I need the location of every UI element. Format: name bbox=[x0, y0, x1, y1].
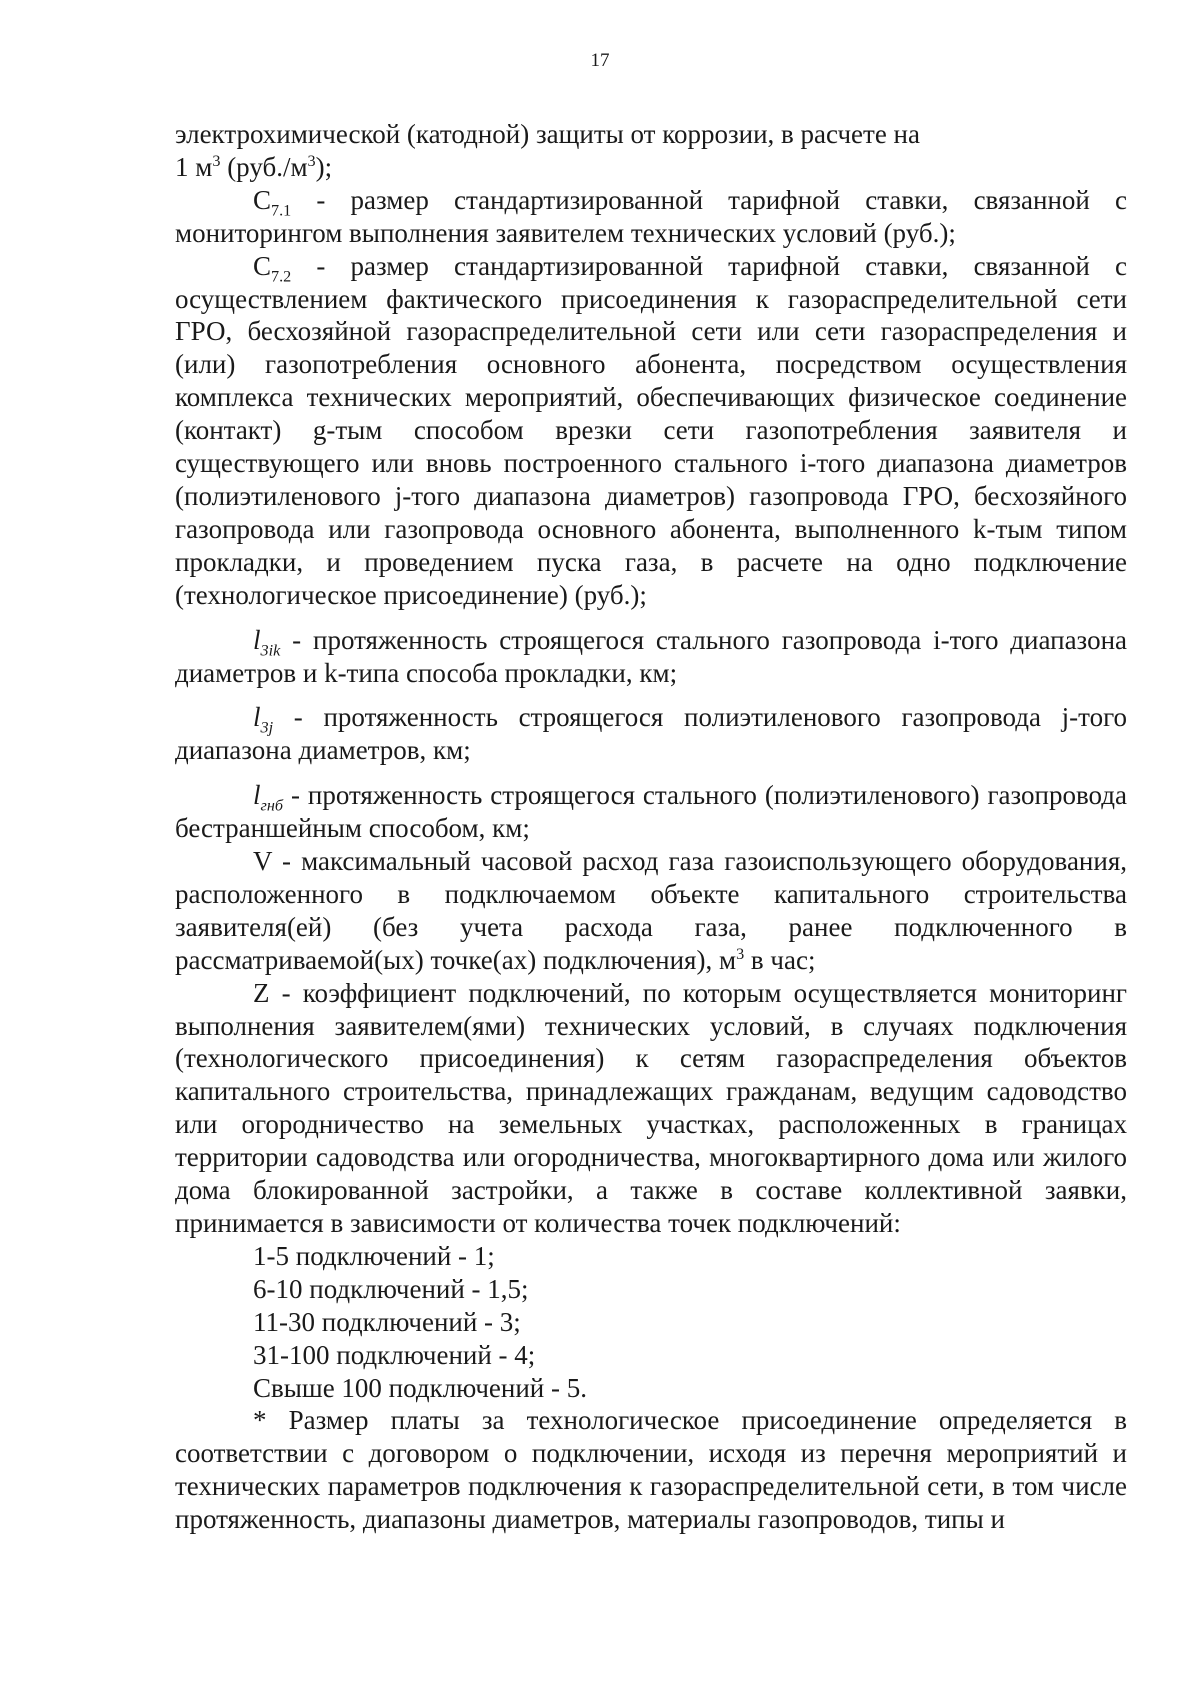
z-text: Z - коэффициент подключений, по которым осуществляется мониторинг выполнения заявителем(ями) технических условий, в случаях подключения (технологического присоединения) к сетям газораспределения объектов капитального строительства, принадлежащих гражданам, ведущим садоводство или огородничество на земельных участках, расположенных в границах территории садоводства или огородничества, многоквартирного дома или жилого дома блокированной застройки, а также в составе коллективной заявки, принимается в зависимости от количества точек подключений: bbox=[175, 977, 1127, 1238]
l3ik-text: - протяженность строящегося стального газопровода i-того диапазона диаметров и k-типа способа прокладки, км; bbox=[175, 624, 1127, 688]
v-text: V - максимальный часовой расход газа газоиспользующего оборудования, расположенного в подключаемом объекте капитального строительства заявителя(ей) (без учета расхода газа, ранее подключенного в рассматриваемой(ых) точке(ах) подключения), м bbox=[175, 846, 1127, 975]
intro-paragraph bbox=[175, 118, 1127, 184]
intro-line2-pre: 1 м bbox=[175, 151, 213, 182]
footnote-paragraph bbox=[175, 1404, 1127, 1536]
v-tail: в час; bbox=[744, 944, 816, 975]
lgnb-paragraph bbox=[175, 779, 1127, 845]
l3ik-paragraph bbox=[175, 624, 1127, 690]
l3ik-symbol: l bbox=[253, 624, 261, 655]
list-item: 1-5 подключений - 1; bbox=[253, 1240, 495, 1271]
l3j-sub: 3j bbox=[260, 718, 274, 737]
document-body bbox=[175, 118, 1127, 1536]
lgnb-symbol: l bbox=[253, 780, 261, 811]
footnote-mark: * bbox=[253, 1405, 267, 1436]
l3j-text: - протяженность строящегося полиэтиленового газопровода j-того диапазона диаметров, км; bbox=[175, 702, 1127, 766]
intro-line2-mid: (руб./м bbox=[220, 151, 308, 182]
page-number: 17 bbox=[590, 50, 610, 71]
lgnb-text: - протяженность строящегося стального (полиэтиленового) газопровода бестраншейным способом, км; bbox=[175, 780, 1127, 844]
c72-symbol: С bbox=[253, 250, 272, 281]
list-item: 31-100 подключений - 4; bbox=[253, 1339, 536, 1370]
c71-symbol: С bbox=[253, 184, 272, 215]
list-item: 6-10 подключений - 1,5; bbox=[253, 1273, 529, 1304]
intro-sup2: 3 bbox=[307, 151, 316, 170]
c72-sub: 7.2 bbox=[271, 267, 292, 286]
intro-line1: электрохимической (катодной) защиты от коррозии, в расчете на bbox=[175, 119, 920, 149]
v-paragraph bbox=[175, 845, 1127, 977]
c71-sub: 7.1 bbox=[271, 201, 292, 220]
v-sup: 3 bbox=[736, 944, 745, 963]
l3ik-sub: 3ik bbox=[260, 640, 281, 659]
list-item: 11-30 подключений - 3; bbox=[253, 1306, 521, 1337]
list-item: Свыше 100 подключений - 5. bbox=[253, 1372, 587, 1403]
c71-paragraph bbox=[175, 184, 1127, 250]
c72-paragraph bbox=[175, 250, 1127, 612]
l3j-symbol: l bbox=[253, 702, 261, 733]
lgnb-sub: гнб bbox=[260, 796, 284, 815]
l3j-paragraph bbox=[175, 701, 1127, 767]
c71-text: - размер стандартизированной тарифной ставки, связанной с мониторингом выполнения заявителем технических условий (руб.); bbox=[175, 184, 1127, 248]
c72-text: - размер стандартизированной тарифной ставки, связанной с осуществлением фактического присоединения к газораспределительной сети ГРО, бесхозяйной газораспределительной сети или сети газораспределения и (или) газопотребления основного абонента, посредством осуществления комплекса технических мероприятий, обеспечивающих физическое соединение (контакт) g-тым способом врезки сети газопотребления заявителя и существующего или вновь построенного стального i-того диапазона диаметров (полиэтиленового j-того диапазона диаметров) газопровода ГРО, бесхозяйного газопровода или газопровода основного абонента, выполненного k-тым типом прокладки, и проведением пуска газа, в расчете на одно подключение (технологическое присоединение) (руб.); bbox=[175, 250, 1127, 610]
intro-sup1: 3 bbox=[212, 151, 221, 170]
footnote-text: Размер платы за технологическое присоединение определяется в соответствии с договором о подключении, исходя из перечня мероприятий и технических параметров подключения к газораспределительной сети, в том числе протяженность, диапазоны диаметров, материалы газопроводов, типы и bbox=[175, 1405, 1127, 1535]
z-paragraph bbox=[175, 977, 1127, 1240]
intro-line2-post: ); bbox=[315, 151, 333, 182]
